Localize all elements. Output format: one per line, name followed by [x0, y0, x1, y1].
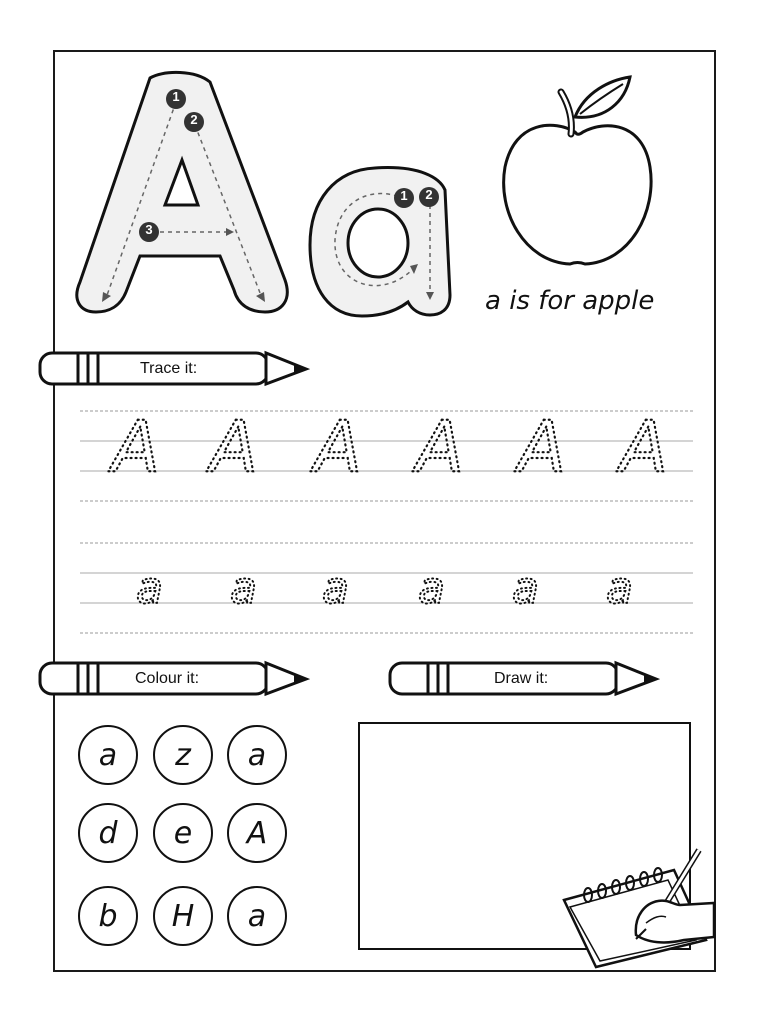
trace-letter-lower: a: [418, 563, 445, 614]
trace-letter-lower: a: [322, 563, 349, 614]
stroke-number: 2: [190, 112, 198, 127]
hand-writing-icon: [556, 845, 716, 970]
trace-letter-upper: A: [416, 406, 464, 488]
colour-circle[interactable]: H: [153, 886, 213, 946]
trace-letter-lower: a: [136, 563, 163, 614]
trace-letter-upper: A: [112, 406, 160, 488]
stroke-number: 1: [400, 188, 408, 203]
stroke-number: 1: [172, 89, 180, 104]
colour-circle[interactable]: e: [153, 803, 213, 863]
draw-label: Draw it:: [494, 670, 549, 687]
colour-circle[interactable]: a: [227, 886, 287, 946]
trace-letter-upper: A: [620, 406, 668, 488]
apple-caption: a is for apple: [485, 286, 655, 316]
trace-letter-lower: a: [230, 563, 257, 614]
colour-circle[interactable]: b: [78, 886, 138, 946]
trace-letter-lower: a: [606, 563, 633, 614]
colour-circle[interactable]: d: [78, 803, 138, 863]
trace-label: Trace it:: [140, 360, 198, 377]
trace-letter-upper: A: [518, 406, 566, 488]
trace-letter-upper: A: [210, 406, 258, 488]
colour-circle[interactable]: a: [78, 725, 138, 785]
stroke-number: 3: [145, 222, 153, 237]
trace-letter-upper: A: [314, 406, 362, 488]
trace-letter-lower: a: [512, 563, 539, 614]
stroke-number: 2: [425, 187, 433, 202]
colour-circle[interactable]: z: [153, 725, 213, 785]
colour-label: Colour it:: [135, 670, 200, 687]
colour-circle[interactable]: A: [227, 803, 287, 863]
colour-circle[interactable]: a: [227, 725, 287, 785]
